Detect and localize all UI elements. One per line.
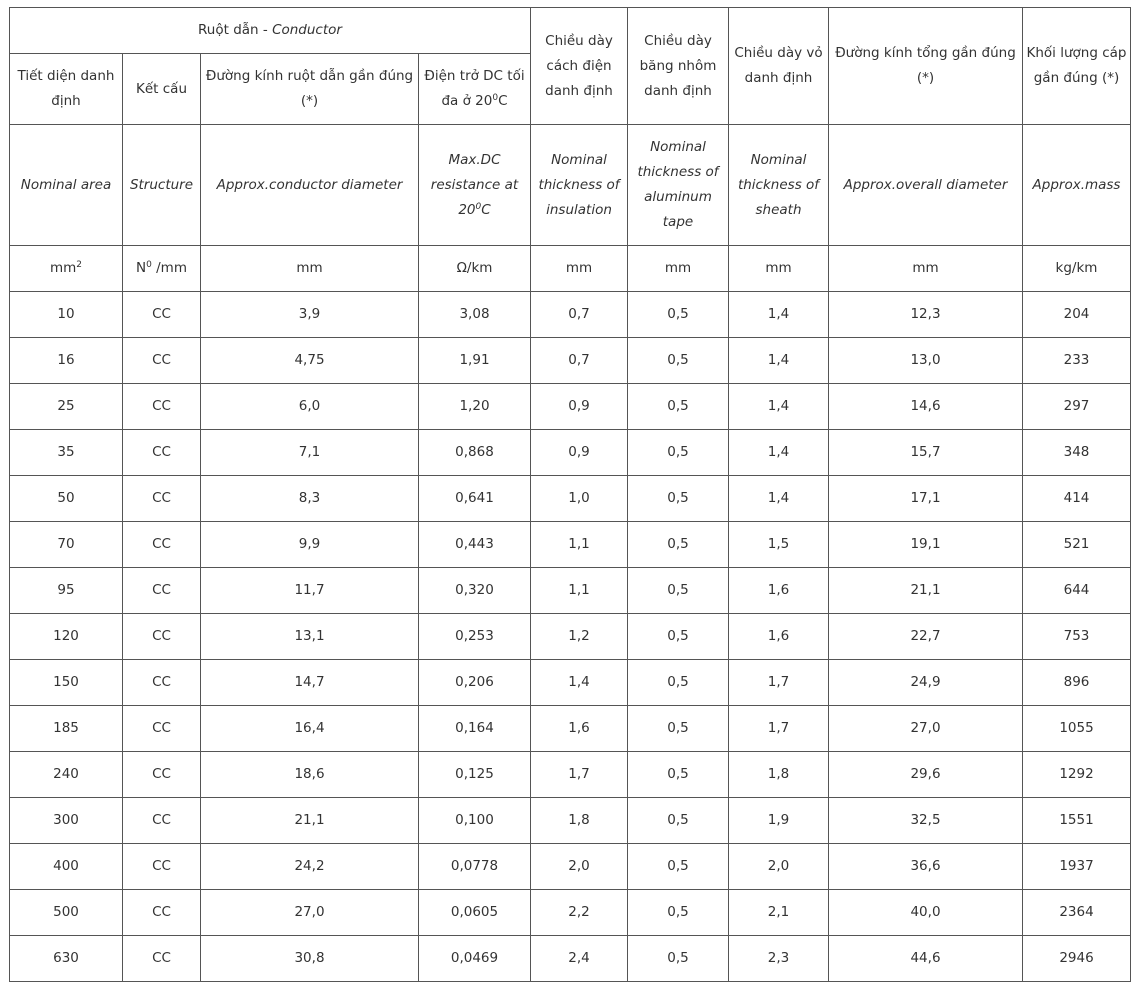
overall-diameter-header-vi: Đường kính tổng gần đúng (*) — [829, 8, 1023, 125]
table-cell-aluminum-tape-thickness: 0,5 — [628, 292, 729, 338]
table-cell-dc-resistance: 0,641 — [419, 476, 531, 522]
table-cell-overall-diameter: 21,1 — [829, 568, 1023, 614]
header-group-row — [10, 8, 1131, 54]
conductor-diameter-header-vi: Đường kính ruột dẫn gần đúng (*) — [201, 54, 419, 125]
dc-resistance-header-en — [419, 125, 531, 246]
dc-resistance-vi-unit: C — [498, 93, 508, 109]
conductor-group-label-vi: Ruột dẫn - — [198, 22, 273, 38]
table-cell-mass: 1937 — [1023, 844, 1131, 890]
table-cell-mass: 753 — [1023, 614, 1131, 660]
table-cell-conductor-diameter: 13,1 — [201, 614, 419, 660]
overall-diameter-unit — [829, 246, 1023, 292]
table-cell-overall-diameter: 36,6 — [829, 844, 1023, 890]
insulation-thickness-header-en: Nominal thickness of insulation — [531, 125, 628, 246]
table-cell-dc-resistance: 0,443 — [419, 522, 531, 568]
table-cell-sheath-thickness: 1,8 — [729, 752, 829, 798]
table-row — [10, 476, 1131, 522]
table-cell-aluminum-tape-thickness: 0,5 — [628, 660, 729, 706]
sheath-thickness-header-en: Nominal thickness of sheath — [729, 125, 829, 246]
table-cell-overall-diameter: 44,6 — [829, 936, 1023, 982]
table-cell-aluminum-tape-thickness: 0,5 — [628, 798, 729, 844]
table-cell-nominal-area: 150 — [10, 660, 123, 706]
table-cell-aluminum-tape-thickness: 0,5 — [628, 614, 729, 660]
table-row — [10, 844, 1131, 890]
table-cell-nominal-area: 240 — [10, 752, 123, 798]
table-row — [10, 614, 1131, 660]
table-cell-mass: 2364 — [1023, 890, 1131, 936]
table-cell-dc-resistance: 0,253 — [419, 614, 531, 660]
table-row — [10, 660, 1131, 706]
unit-text: mm — [49, 260, 77, 276]
nominal-area-header-en: Nominal area — [10, 125, 123, 246]
table-cell-conductor-diameter: 21,1 — [201, 798, 419, 844]
mass-header-en: Approx.mass — [1023, 125, 1131, 246]
table-cell-dc-resistance: 0,125 — [419, 752, 531, 798]
structure-header-vi: Kết cấu — [123, 54, 201, 125]
nominal-area-unit — [10, 246, 123, 292]
table-cell-mass: 1551 — [1023, 798, 1131, 844]
cable-spec-table — [9, 7, 1131, 982]
table-cell-nominal-area: 70 — [10, 522, 123, 568]
table-cell-mass: 644 — [1023, 568, 1131, 614]
table-row — [10, 384, 1131, 430]
table-cell-mass: 1055 — [1023, 706, 1131, 752]
table-cell-sheath-thickness: 1,4 — [729, 476, 829, 522]
table-cell-insulation-thickness: 0,7 — [531, 292, 628, 338]
table-cell-structure: CC — [123, 844, 201, 890]
table-cell-sheath-thickness: 1,7 — [729, 660, 829, 706]
table-cell-insulation-thickness: 2,2 — [531, 890, 628, 936]
table-cell-aluminum-tape-thickness: 0,5 — [628, 476, 729, 522]
table-cell-overall-diameter: 14,6 — [829, 384, 1023, 430]
table-cell-sheath-thickness: 1,6 — [729, 568, 829, 614]
table-cell-insulation-thickness: 1,2 — [531, 614, 628, 660]
table-cell-aluminum-tape-thickness: 0,5 — [628, 338, 729, 384]
table-cell-insulation-thickness: 1,8 — [531, 798, 628, 844]
table-row — [10, 338, 1131, 384]
table-cell-structure: CC — [123, 752, 201, 798]
table-cell-aluminum-tape-thickness: 0,5 — [628, 844, 729, 890]
table-cell-aluminum-tape-thickness: 0,5 — [628, 384, 729, 430]
structure-unit — [123, 246, 201, 292]
mass-unit — [1023, 246, 1131, 292]
table-cell-sheath-thickness: 2,0 — [729, 844, 829, 890]
table-row — [10, 522, 1131, 568]
table-cell-overall-diameter: 22,7 — [829, 614, 1023, 660]
table-cell-aluminum-tape-thickness: 0,5 — [628, 430, 729, 476]
table-cell-mass: 1292 — [1023, 752, 1131, 798]
table-cell-structure: CC — [123, 292, 201, 338]
table-cell-mass: 233 — [1023, 338, 1131, 384]
table-row — [10, 752, 1131, 798]
table-cell-conductor-diameter: 11,7 — [201, 568, 419, 614]
table-row — [10, 430, 1131, 476]
table-cell-conductor-diameter: 27,0 — [201, 890, 419, 936]
table-cell-sheath-thickness: 1,4 — [729, 292, 829, 338]
table-cell-sheath-thickness: 1,7 — [729, 706, 829, 752]
table-cell-structure: CC — [123, 522, 201, 568]
table-cell-insulation-thickness: 0,7 — [531, 338, 628, 384]
header-en-row — [10, 125, 1131, 246]
header-unit-row — [10, 246, 1131, 292]
table-cell-insulation-thickness: 0,9 — [531, 430, 628, 476]
table-cell-dc-resistance: 0,320 — [419, 568, 531, 614]
table-cell-structure: CC — [123, 660, 201, 706]
table-cell-dc-resistance: 0,0778 — [419, 844, 531, 890]
table-cell-overall-diameter: 12,3 — [829, 292, 1023, 338]
table-cell-insulation-thickness: 1,1 — [531, 522, 628, 568]
table-cell-conductor-diameter: 18,6 — [201, 752, 419, 798]
table-cell-structure: CC — [123, 430, 201, 476]
aluminum-tape-thickness-header-vi: Chiều dày băng nhôm danh định — [628, 8, 729, 125]
structure-header-en: Structure — [123, 125, 201, 246]
dc-resistance-header-vi — [419, 54, 531, 125]
overall-diameter-header-en: Approx.overall diameter — [829, 125, 1023, 246]
unit-text: Ω/km — [456, 260, 493, 276]
aluminum-tape-thickness-header-en: Nominal thickness of aluminum tape — [628, 125, 729, 246]
dc-resistance-en-unit: C — [481, 201, 491, 218]
table-cell-overall-diameter: 19,1 — [829, 522, 1023, 568]
table-cell-structure: CC — [123, 890, 201, 936]
table-cell-mass: 348 — [1023, 430, 1131, 476]
table-row — [10, 568, 1131, 614]
table-cell-dc-resistance: 0,868 — [419, 430, 531, 476]
unit-text: N — [136, 260, 147, 276]
unit-sup: 0 — [146, 260, 152, 270]
dc-resistance-vi-sup: 0 — [492, 93, 499, 103]
table-cell-mass: 2946 — [1023, 936, 1131, 982]
table-cell-conductor-diameter: 9,9 — [201, 522, 419, 568]
table-cell-dc-resistance: 0,164 — [419, 706, 531, 752]
table-row — [10, 292, 1131, 338]
table-cell-conductor-diameter: 4,75 — [201, 338, 419, 384]
insulation-thickness-unit — [531, 246, 628, 292]
table-cell-dc-resistance: 0,100 — [419, 798, 531, 844]
table-cell-overall-diameter: 29,6 — [829, 752, 1023, 798]
table-cell-nominal-area: 16 — [10, 338, 123, 384]
table-cell-sheath-thickness: 1,5 — [729, 522, 829, 568]
table-cell-insulation-thickness: 1,1 — [531, 568, 628, 614]
table-row — [10, 706, 1131, 752]
table-cell-conductor-diameter: 24,2 — [201, 844, 419, 890]
table-cell-aluminum-tape-thickness: 0,5 — [628, 522, 729, 568]
table-cell-insulation-thickness: 1,4 — [531, 660, 628, 706]
conductor-group-header — [10, 8, 531, 54]
table-cell-nominal-area: 185 — [10, 706, 123, 752]
table-cell-structure: CC — [123, 338, 201, 384]
dc-resistance-en-text: Max.DC resistance at 20 — [430, 151, 519, 218]
table-row — [10, 936, 1131, 982]
table-cell-sheath-thickness: 2,1 — [729, 890, 829, 936]
table-cell-overall-diameter: 27,0 — [829, 706, 1023, 752]
table-cell-overall-diameter: 32,5 — [829, 798, 1023, 844]
table-cell-aluminum-tape-thickness: 0,5 — [628, 936, 729, 982]
table-cell-mass: 204 — [1023, 292, 1131, 338]
table-cell-sheath-thickness: 1,9 — [729, 798, 829, 844]
table-cell-insulation-thickness: 2,4 — [531, 936, 628, 982]
table-cell-conductor-diameter: 6,0 — [201, 384, 419, 430]
table-cell-nominal-area: 630 — [10, 936, 123, 982]
conductor-diameter-header-en: Approx.conductor diameter — [201, 125, 419, 246]
unit-suffix: /mm — [151, 260, 187, 276]
table-cell-aluminum-tape-thickness: 0,5 — [628, 568, 729, 614]
table-cell-overall-diameter: 24,9 — [829, 660, 1023, 706]
sheath-thickness-header-vi: Chiều dày vỏ danh định — [729, 8, 829, 125]
table-cell-insulation-thickness: 0,9 — [531, 384, 628, 430]
table-cell-sheath-thickness: 1,6 — [729, 614, 829, 660]
table-cell-overall-diameter: 40,0 — [829, 890, 1023, 936]
table-cell-overall-diameter: 17,1 — [829, 476, 1023, 522]
unit-text: mm — [296, 260, 323, 276]
table-cell-sheath-thickness: 1,4 — [729, 384, 829, 430]
table-cell-nominal-area: 400 — [10, 844, 123, 890]
table-cell-dc-resistance: 0,0469 — [419, 936, 531, 982]
conductor-diameter-unit — [201, 246, 419, 292]
table-cell-nominal-area: 95 — [10, 568, 123, 614]
mass-header-vi: Khối lượng cáp gần đúng (*) — [1023, 8, 1131, 125]
table-cell-mass: 297 — [1023, 384, 1131, 430]
conductor-group-label-en: Conductor — [272, 22, 342, 38]
table-row — [10, 890, 1131, 936]
table-cell-sheath-thickness: 1,4 — [729, 430, 829, 476]
table-cell-mass: 414 — [1023, 476, 1131, 522]
table-cell-nominal-area: 35 — [10, 430, 123, 476]
table-cell-nominal-area: 10 — [10, 292, 123, 338]
table-cell-conductor-diameter: 16,4 — [201, 706, 419, 752]
table-cell-nominal-area: 50 — [10, 476, 123, 522]
table-cell-insulation-thickness: 2,0 — [531, 844, 628, 890]
table-cell-conductor-diameter: 7,1 — [201, 430, 419, 476]
table-cell-insulation-thickness: 1,7 — [531, 752, 628, 798]
nominal-area-header-vi: Tiết diện danh định — [10, 54, 123, 125]
table-cell-conductor-diameter: 3,9 — [201, 292, 419, 338]
table-cell-mass: 521 — [1023, 522, 1131, 568]
table-cell-aluminum-tape-thickness: 0,5 — [628, 752, 729, 798]
table-cell-overall-diameter: 13,0 — [829, 338, 1023, 384]
table-cell-dc-resistance: 0,0605 — [419, 890, 531, 936]
table-cell-conductor-diameter: 8,3 — [201, 476, 419, 522]
dc-resistance-unit — [419, 246, 531, 292]
table-row — [10, 798, 1131, 844]
table-cell-structure: CC — [123, 476, 201, 522]
table-cell-nominal-area: 25 — [10, 384, 123, 430]
insulation-thickness-header-vi: Chiều dày cách điện danh định — [531, 8, 628, 125]
dc-resistance-vi-text: Điện trở DC tối đa ở 20 — [424, 68, 525, 109]
table-cell-conductor-diameter: 14,7 — [201, 660, 419, 706]
spec-table-wrapper — [9, 7, 1131, 982]
unit-text: kg/km — [1055, 260, 1098, 276]
unit-text: mm — [912, 260, 939, 276]
unit-text: mm — [565, 260, 593, 276]
table-cell-nominal-area: 300 — [10, 798, 123, 844]
unit-text: mm — [765, 260, 792, 276]
table-cell-nominal-area: 500 — [10, 890, 123, 936]
table-cell-structure: CC — [123, 936, 201, 982]
unit-sup: 2 — [76, 260, 83, 270]
table-cell-structure: CC — [123, 798, 201, 844]
table-cell-structure: CC — [123, 614, 201, 660]
table-cell-insulation-thickness: 1,6 — [531, 706, 628, 752]
table-cell-sheath-thickness: 1,4 — [729, 338, 829, 384]
dc-resistance-en-sup: 0 — [475, 201, 482, 212]
table-cell-aluminum-tape-thickness: 0,5 — [628, 890, 729, 936]
table-cell-aluminum-tape-thickness: 0,5 — [628, 706, 729, 752]
table-cell-dc-resistance: 3,08 — [419, 292, 531, 338]
table-cell-mass: 896 — [1023, 660, 1131, 706]
table-cell-structure: CC — [123, 384, 201, 430]
table-cell-overall-diameter: 15,7 — [829, 430, 1023, 476]
table-cell-dc-resistance: 1,20 — [419, 384, 531, 430]
unit-text: mm — [664, 260, 692, 276]
table-cell-sheath-thickness: 2,3 — [729, 936, 829, 982]
aluminum-tape-thickness-unit — [628, 246, 729, 292]
table-cell-nominal-area: 120 — [10, 614, 123, 660]
table-cell-conductor-diameter: 30,8 — [201, 936, 419, 982]
table-cell-structure: CC — [123, 706, 201, 752]
table-cell-structure: CC — [123, 568, 201, 614]
table-cell-insulation-thickness: 1,0 — [531, 476, 628, 522]
table-cell-dc-resistance: 1,91 — [419, 338, 531, 384]
sheath-thickness-unit — [729, 246, 829, 292]
table-cell-dc-resistance: 0,206 — [419, 660, 531, 706]
